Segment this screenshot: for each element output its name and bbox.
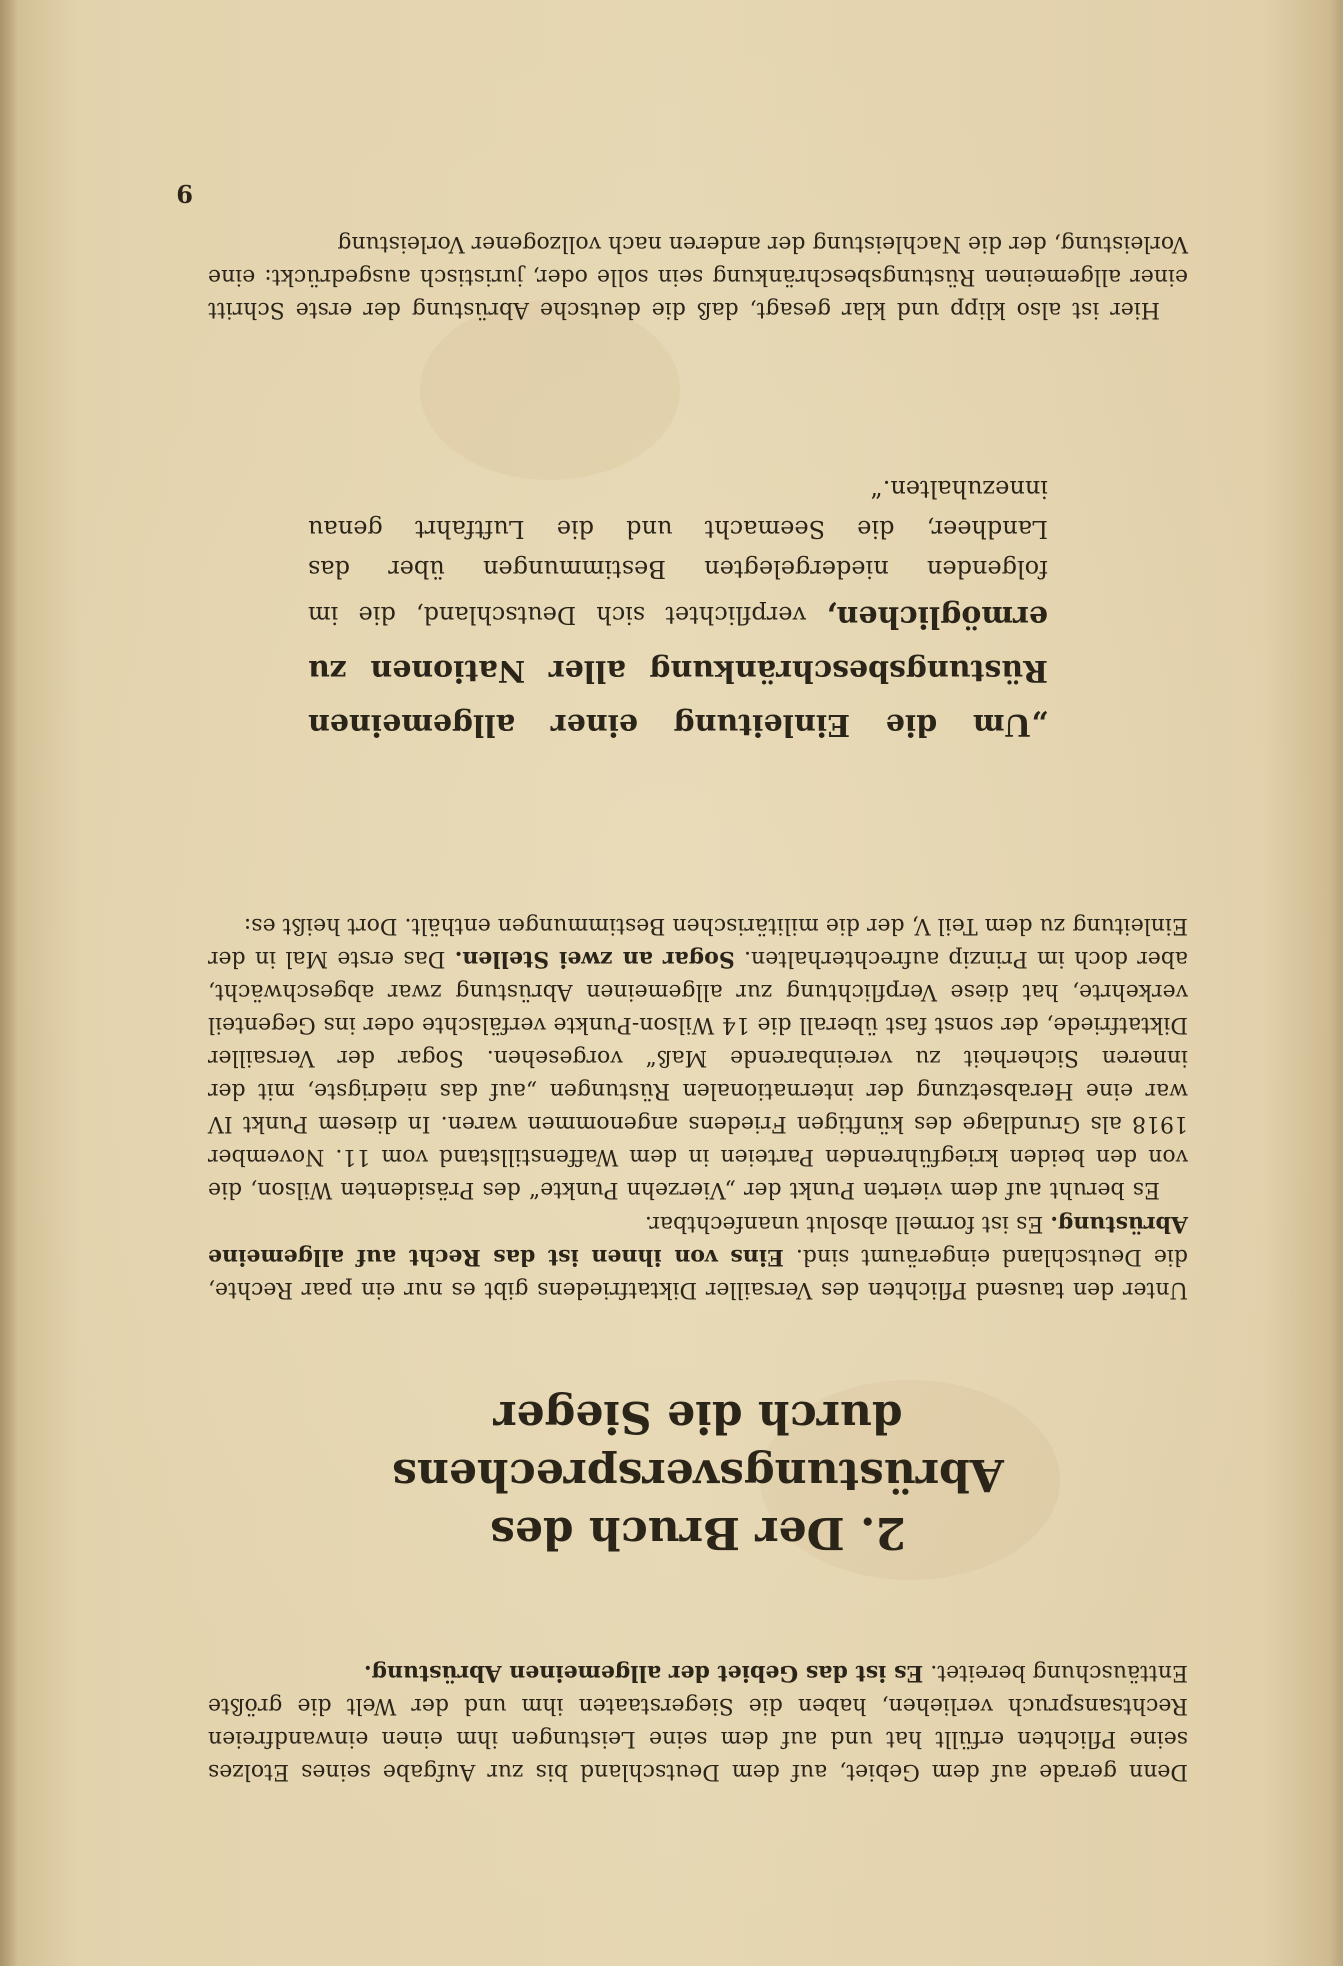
- intro-text: Denn gerade auf dem Gebiet, auf dem Deutschland bis zur Aufgabe seines Etolzes seine Pflichten erfüllt hat und auf dem seine Leistungen ihm einen einwandfreien Rechtsanspruch verliehen, haben die Siegerstaaten ihm und der Welt die größte Enttäuschung bereitet.: [208, 1660, 1188, 1784]
- para-3-text: Hier ist also klipp und klar gesagt, daß die deutsche Abrüstung der erste Schritt einer allgemeinen Rüstungsbeschränkung sein solle oder, juristisch ausgedrückt: eine Vorleistung, der die Nachleistung der anderen nach vollzogener Vorleistung: [208, 231, 1188, 322]
- para-1-text-2: Es ist formell absolut unanfechtbar.: [644, 1211, 1044, 1236]
- paragraph-2: [208, 909, 1188, 1206]
- intro-emphasis: Es ist das Gebiet der allgemeinen Abrüstung.: [363, 1660, 924, 1686]
- paragraph-1: [208, 1207, 1188, 1306]
- para-1-emphasis: Eins von ihnen ist das Recht auf allgemeine Abrüstung.: [208, 1211, 1188, 1270]
- para-1-text: Unter den tausend Pflichten des Versailler Diktatfriedens gibt es nur ein paar Rechte, die Deutschland eingeräumt sind.: [208, 1244, 1188, 1302]
- block-quote: [308, 469, 1048, 751]
- heading-line-2: durch die Sieger: [493, 1391, 903, 1442]
- paragraph-3: [208, 227, 1188, 326]
- section-heading: [208, 1387, 1188, 1561]
- para-2-text-2: Das erste Mal in der Einleitung zu dem Teil V, der die militärischen Bestimmungen enthält. Dort heißt es:: [208, 913, 1188, 971]
- para-2-text: Es beruht auf dem vierten Punkt der „Vierzehn Punkte“ des Präsidenten Wilson, die von den beiden kriegführenden Parteien in dem Waffenstillstand vom 11. November 1918 als Grundlage des künftigen Friedens angenommen waren. In diesem Punkt IV war eine Herabsetzung der internationalen Rüstungen „auf das niedrigste, mit der inneren Sicherheit zu vereinbarende Maß“ vorgesehen. Sogar der Versailler Diktatfriede, der sonst fast überall die 14 Wilson-Punkte verfälschte oder ins Gegenteil verkehrte, hat diese Verpflichtung zur allgemeinen Abrüstung zwar abgeschwächt, aber doch im Prinzip aufrechterhalten.: [208, 946, 1188, 1202]
- para-2-emphasis: Sogar an zwei Stellen.: [454, 946, 735, 972]
- quote-emphasis: „Um die Einleitung einer allgemeinen Rüstungsbeschränkung aller Nationen zu ermöglichen,: [308, 599, 1048, 742]
- intro-paragraph: [208, 1656, 1188, 1788]
- quote-text: verpflichtet sich Deutschland, die im folgenden niedergelegten Bestimmungen über das Landheer, die Seemacht und die Luftfahrt genau innezuhalten.“: [308, 475, 1048, 629]
- heading-line-1: 2. Der Bruch des Abrüstungsversprechens: [392, 1449, 1004, 1558]
- page-number: 9: [176, 179, 193, 208]
